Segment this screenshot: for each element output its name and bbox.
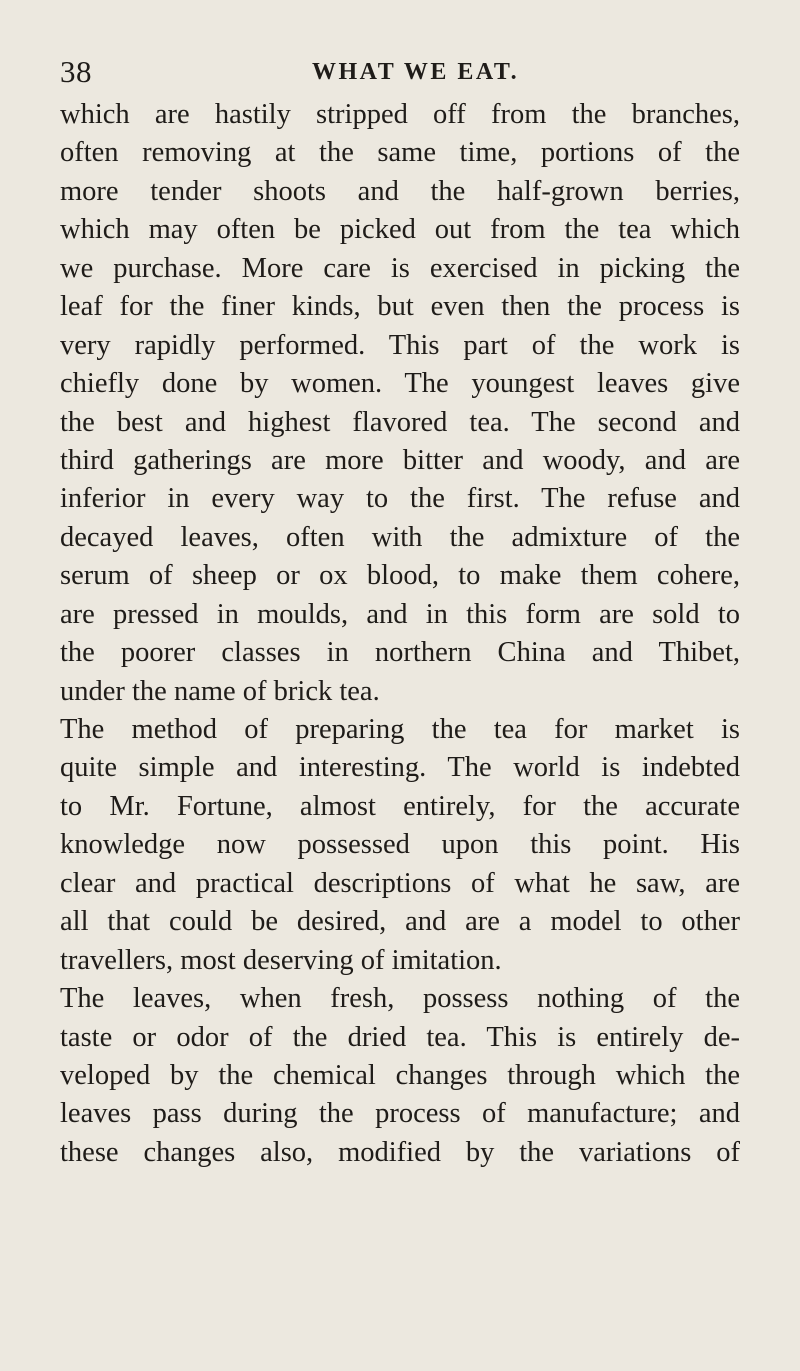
page-number: 38 — [60, 54, 92, 89]
text-line: all that could be desired, and are a model to other — [60, 906, 740, 938]
text-line: decayed leaves, often with the admixture of the — [60, 521, 740, 553]
text-line: very rapidly performed. This part of the work is — [60, 329, 740, 361]
text-line: third gatherings are more bitter and woody, and are — [60, 444, 740, 476]
text-line: more tender shoots and the half-grown berries, — [60, 175, 740, 207]
text-line: travellers, most deserving of imitation. — [60, 944, 502, 976]
text-line: the poorer classes in northern China and Thibet, — [60, 637, 740, 669]
running-head: WHAT WE EAT. — [312, 59, 520, 85]
text-line: The method of preparing the tea for market is — [60, 714, 740, 745]
text-line: are pressed in moulds, and in this form are sold to — [60, 598, 740, 630]
text-line: taste or odor of the dried tea. This is entirely de- — [60, 1021, 740, 1053]
body-text — [60, 96, 740, 1172]
text-line: leaves pass during the process of manufacture; and — [60, 1098, 740, 1130]
text-line: under the name of brick tea. — [60, 675, 380, 707]
text-line: often removing at the same time, portions of the — [60, 137, 740, 169]
text-line: serum of sheep or ox blood, to make them cohere, — [60, 560, 740, 592]
text-line: knowledge now possessed upon this point. His — [60, 829, 740, 861]
text-line: veloped by the chemical changes through which the — [60, 1059, 740, 1091]
text-line: clear and practical descriptions of what he saw, are — [60, 867, 740, 899]
page-header — [60, 50, 750, 94]
text-line: which may often be picked out from the tea which — [60, 214, 740, 246]
text-line: these changes also, modified by the variations of — [60, 1136, 740, 1168]
text-line: quite simple and interesting. The world is indebted — [60, 752, 740, 784]
text-line: to Mr. Fortune, almost entirely, for the accurate — [60, 790, 740, 822]
text-line: The leaves, when fresh, possess nothing of the — [60, 983, 740, 1015]
text-line: inferior in every way to the first. The refuse and — [60, 483, 740, 515]
text-line: which are hastily stripped off from the branches, — [60, 99, 740, 130]
text-line: the best and highest flavored tea. The second and — [60, 406, 740, 438]
text-line: chiefly done by women. The youngest leaves give — [60, 368, 740, 400]
text-line: we purchase. More care is exercised in picking the — [60, 252, 740, 284]
text-line: leaf for the finer kinds, but even then the process is — [60, 291, 740, 323]
